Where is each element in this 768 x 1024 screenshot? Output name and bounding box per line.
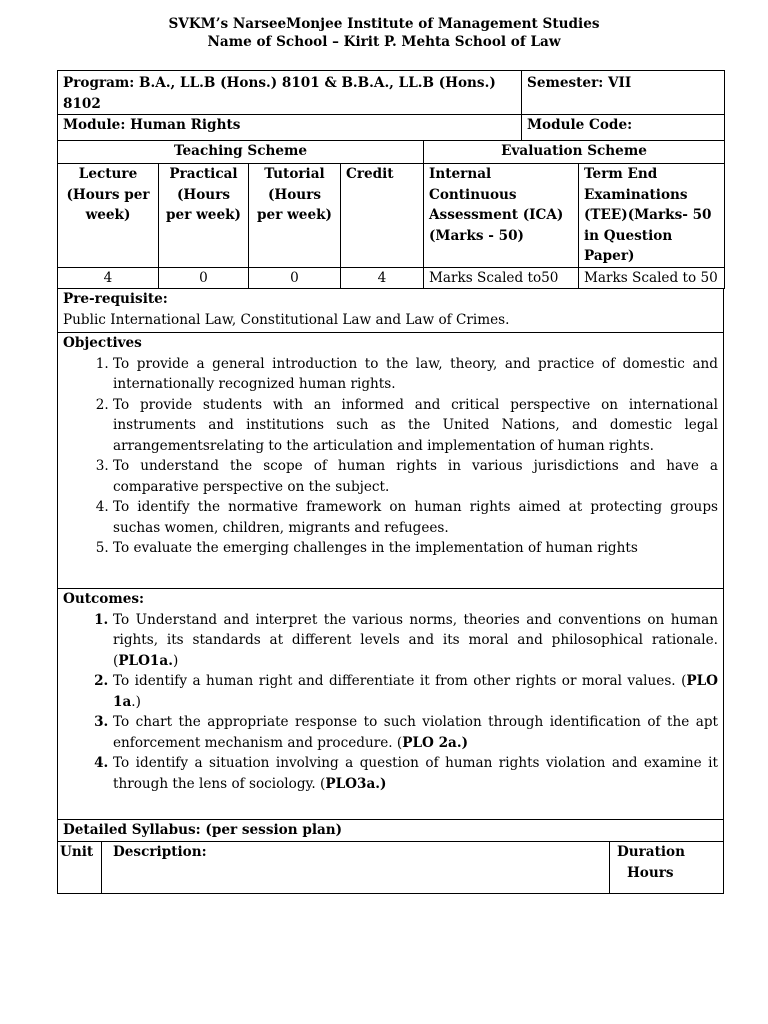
prerequisite-title: Pre-requisite: xyxy=(63,291,168,307)
outcome-item xyxy=(113,610,718,672)
unit-header: Unit xyxy=(58,842,102,894)
outcome-text: To identify a human right and differentiate it from other rights or moral values. ( xyxy=(113,673,687,689)
outcome-text: To Understand and interpret the various norms, theories and conventions on human rights, its standards at different levels and its moral and philosophical rationale. ( xyxy=(113,611,718,669)
tee-header: Term End Examinations (TEE)(Marks- 50 in Question Paper) xyxy=(579,164,725,268)
hours-label: Hours xyxy=(626,864,674,881)
outcome-plo: PLO3a.) xyxy=(325,775,387,792)
credit-value: 4 xyxy=(341,267,424,289)
tutorial-value: 0 xyxy=(249,267,341,289)
lecture-header: Lecture (Hours per week) xyxy=(58,164,159,268)
outcome-item xyxy=(113,712,718,753)
duration-header xyxy=(609,842,723,894)
objective-item: 1. To provide a general introduction to the law, theory, and practice of domestic and internationally recognized human rights. xyxy=(113,354,718,395)
practical-header: Practical (Hours per week) xyxy=(159,164,249,268)
outcomes-list xyxy=(63,610,718,795)
module-cell: Module: Human Rights xyxy=(58,115,522,141)
course-document xyxy=(57,70,724,894)
program-cell: Program: B.A., LL.B (Hons.) 8101 & B.B.A., LL.B (Hons.) 8102 xyxy=(58,71,522,115)
syllabus-title: Detailed Syllabus: (per session plan) xyxy=(58,820,724,842)
objectives-list xyxy=(63,354,718,559)
objective-item: 4. To identify the normative framework on human rights aimed at protecting groups suchas women, children, migrants and refugees. xyxy=(113,497,718,538)
duration-label: Duration xyxy=(616,844,686,860)
tee-value: Marks Scaled to 50 xyxy=(579,267,725,289)
scheme-table xyxy=(57,140,725,289)
description-header: Description: xyxy=(102,842,610,894)
prerequisite-section xyxy=(58,289,724,333)
tutorial-header: Tutorial (Hours per week) xyxy=(249,164,341,268)
outcome-text: To identify a situation involving a question of human rights violation and examine it through the lens of sociology. ( xyxy=(113,755,718,792)
evaluation-scheme-title: Evaluation Scheme xyxy=(424,141,725,164)
institute-name: SVKM’s NarseeMonjee Institute of Management Studies xyxy=(168,16,600,32)
outcome-plo: PLO 1a xyxy=(113,673,718,710)
semester-cell: Semester: VII xyxy=(522,71,725,115)
outcome-tail: ) xyxy=(172,652,179,669)
course-table xyxy=(57,70,725,141)
objective-item: 2. To provide students with an informed and critical perspective on international instruments and institutions such as the United Nations, and domestic legal arrangementsrelating to the articulation and implementation of human rights. xyxy=(113,395,718,457)
practical-value: 0 xyxy=(159,267,249,289)
school-name: Name of School – Kirit P. Mehta School of Law xyxy=(207,34,561,50)
ica-header: Internal Continuous Assessment (ICA) (Marks - 50) xyxy=(424,164,579,268)
content-table xyxy=(57,288,724,894)
outcome-item xyxy=(113,671,718,712)
teaching-scheme-title: Teaching Scheme xyxy=(58,141,424,164)
outcome-plo: PLO1a. xyxy=(118,652,173,669)
outcome-item xyxy=(113,753,718,794)
outcome-text: To chart the appropriate response to such violation through identification of the apt enforcement mechanism and procedure. ( xyxy=(113,714,718,751)
objectives-title: Objectives xyxy=(63,335,142,351)
credit-header: Credit xyxy=(341,164,424,268)
prerequisite-text: Public International Law, Constitutional Law and Law of Crimes. xyxy=(63,311,510,328)
objective-item: 5. To evaluate the emerging challenges in the implementation of human rights xyxy=(113,538,718,559)
outcome-plo: PLO 2a.) xyxy=(402,734,469,751)
outcomes-section xyxy=(58,589,724,820)
module-code-cell: Module Code: xyxy=(522,115,725,141)
document-header xyxy=(0,0,768,51)
outcomes-title: Outcomes: xyxy=(63,591,145,607)
objectives-section xyxy=(58,333,724,589)
outcome-tail: .) xyxy=(131,693,141,710)
lecture-value: 4 xyxy=(58,267,159,289)
objective-item: 3. To understand the scope of human rights in various jurisdictions and have a comparative perspective on the subject. xyxy=(113,456,718,497)
ica-value: Marks Scaled to50 xyxy=(424,267,579,289)
